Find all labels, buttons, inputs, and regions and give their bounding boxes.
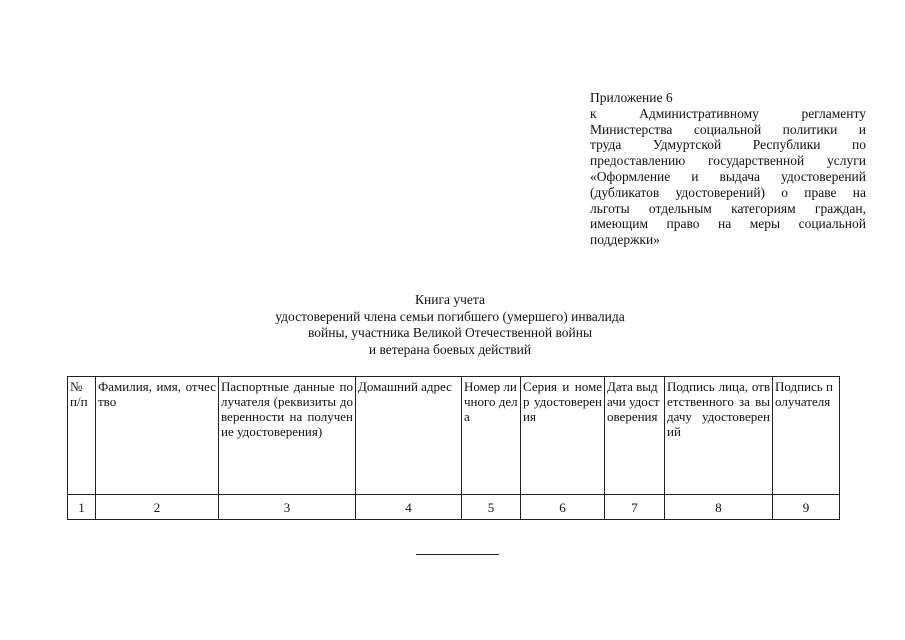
header-cell-certificate-series: Серия и номер удостоверения: [521, 377, 605, 495]
column-number-row: [68, 495, 840, 520]
header-cell-case-number: Номер личного дела: [462, 377, 521, 495]
appendix-line: предоставлению государственной услуги: [590, 153, 866, 169]
appendix-line: (дубликатов удостоверений) о праве на: [590, 184, 866, 200]
column-number-cell: 7: [605, 495, 665, 520]
appendix-line: имеющим право на меры социальной: [590, 216, 866, 232]
appendix-note: [590, 90, 866, 248]
appendix-line: Приложение 6: [590, 90, 673, 105]
column-number-cell: 5: [462, 495, 521, 520]
title-line: Книга учета: [415, 292, 485, 307]
column-number-cell: 3: [219, 495, 356, 520]
appendix-line: труда Удмуртской Республики по: [590, 137, 866, 153]
title-line: и ветерана боевых действий: [368, 341, 532, 357]
registry-table: [67, 376, 840, 520]
closing-divider-line: [416, 554, 499, 555]
column-number-cell: 8: [665, 495, 773, 520]
title-line: войны, участника Великой Отечественной войны: [307, 325, 593, 340]
column-number-cell: 2: [96, 495, 219, 520]
header-cell-issue-date: Дата выдачи удостоверения: [605, 377, 665, 495]
column-number-cell: 4: [356, 495, 462, 520]
column-number-cell: 9: [773, 495, 840, 520]
header-cell-responsible-signature: Подпись лица, ответственного за выдачу удостоверений: [665, 377, 773, 495]
header-cell-full-name: Фамилия, имя, отчество: [96, 377, 219, 495]
header-cell-recipient-signature: Подпись получателя: [773, 377, 840, 495]
document-title: [200, 292, 700, 358]
header-cell-number: № п/п: [68, 377, 96, 495]
column-number-cell: 1: [68, 495, 96, 520]
table-header-row: [68, 377, 840, 495]
header-cell-address: Домашний адрес: [356, 377, 462, 495]
appendix-line: «Оформление и выдача удостоверений: [590, 168, 866, 184]
column-number-cell: 6: [521, 495, 605, 520]
header-cell-passport: Паспортные данные получателя (реквизиты доверенности на получение удостоверения): [219, 377, 356, 495]
appendix-line: к Административному регламенту: [590, 105, 866, 121]
appendix-line: льготы отдельным категориям граждан,: [590, 200, 866, 216]
appendix-line: поддержки»: [590, 232, 660, 248]
appendix-line: Министерства социальной политики и: [590, 121, 866, 137]
title-line: удостоверений члена семьи погибшего (умершего) инвалида: [275, 308, 625, 324]
